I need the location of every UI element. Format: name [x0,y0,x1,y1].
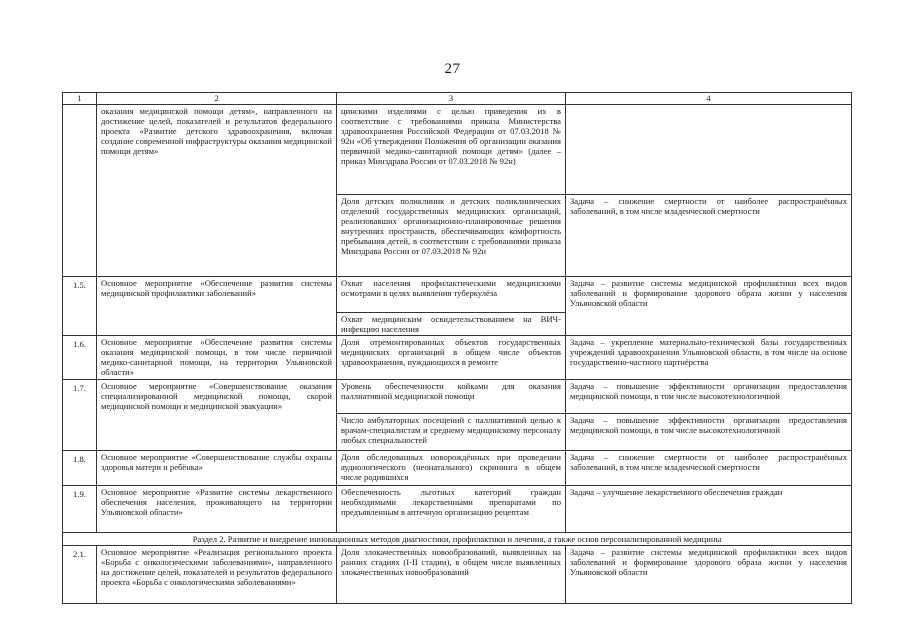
task-cell: Задача – развитие системы медицинской профилактики всех видов заболеваний и формирование здорового образа жизни у населения Ульяновской области [566,546,852,604]
indicator-cell: цинскими изделиями с целью приведения их в соответствие с требованиями приказа Министерства здравоохранения Российской Федерации от 07.03.2018 № 92н «Об утверждении Положения об организации оказания первичной медико-санитарной помощи детям» (далее – приказ Минздрава России от 07.03.2018 № 92н) [337,105,566,195]
column-header-row [63,93,852,105]
section-header-row [63,533,852,546]
table-row [63,380,852,414]
activity-cell: Основное мероприятие «Реализация регионального проекта «Борьба с онкологическими заболеваниями», направленного на достижение целей, показателей и результатов федерального проекта «Борьба с онкологическими заболеваниями» [97,546,337,604]
indicator-cell: Обеспеченность льготных категорий граждан необходимыми лекарственными препаратами по предъявленным в аптечную организацию рецептам [337,486,566,533]
table-row [63,336,852,380]
task-cell: Задача – снижение смертности от наиболее распространённых заболеваний, в том числе младенческой смертности [566,451,852,486]
row-number: 1.9. [63,486,97,533]
task-cell: Задача – повышение эффективности организации предоставления медицинской помощи, в том числе высокотехнологичной [566,414,852,451]
indicator-cell: Доля злокачественных новообразований, выявленных на ранних стадиях (I-II стадии), в общем числе выявленных злокачественных новообразований [337,546,566,604]
indicator-cell: Уровень обеспеченности койками для оказания паллиативной медицинской помощи [337,380,566,414]
task-cell: Задача – улучшение лекарственного обеспечения граждан [566,486,852,533]
indicator-cell: Охват населения профилактическими медицинскими осмотрами в целях выявления туберкулёза [337,277,566,313]
table-row [63,277,852,313]
indicator-cell: Число амбулаторных посещений с паллиативной целью к врачам-специалистам и среднему медицинскому персоналу любых специальностей [337,414,566,451]
column-header-2: 2 [97,93,337,105]
column-header-3: 3 [337,93,566,105]
task-cell: Задача – повышение эффективности организации предоставления медицинской помощи, в том числе высокотехнологичной [566,380,852,414]
column-header-1: 1 [63,93,97,105]
task-cell: Задача – снижение смертности от наиболее распространённых заболеваний, в том числе младенческой смертности [566,195,852,277]
task-cell [566,105,852,195]
activity-cell: Основное мероприятие «Совершенствование службы охраны здоровья матери и ребёнка» [97,451,337,486]
task-cell: Задача – укрепление материально-технической базы государственных учреждений здравоохранения Ульяновской области, в том числе на основе государственно-частного партнёрства [566,336,852,380]
table-row [63,486,852,533]
measures-table [62,92,852,604]
row-number: 1.6. [63,336,97,380]
table-row [63,105,852,195]
task-cell: Задача – развитие системы медицинской профилактики всех видов заболеваний и формирование здорового образа жизни у населения Ульяновской области [566,277,852,336]
indicator-cell: Доля отремонтированных объектов государственных медицинских организаций в общем числе объектов здравоохранения, нуждающихся в ремонте [337,336,566,380]
row-number: 2.1. [63,546,97,604]
activity-cell: оказания медицинской помощи детям», направленного на достижение целей, показателей и результатов федерального проекта «Развитие детского здравоохранения, включая создание современной инфраструктуры оказания медицинской помощи детям» [97,105,337,277]
indicator-cell: Доля детских поликлиник и детских поликлинических отделений государственных медицинских организаций, реализовавших организационно-планировочные решения внутренних пространств, обеспечивающих комфортность пребывания детей, в соответствии с требованиями приказа Минздрава России от 07.03.2018 № 92н [337,195,566,277]
activity-cell: Основное мероприятие «Совершенствование оказания специализированной медицинской помощи, скорой медицинской помощи и медицинской эвакуации» [97,380,337,451]
indicator-cell: Охват медицинским освидетельствованием на ВИЧ-инфекцию населения [337,313,566,336]
page-number: 27 [444,61,461,77]
table-row [63,546,852,604]
activity-cell: Основное мероприятие «Обеспечение развития системы медицинской профилактики заболеваний» [97,277,337,336]
table-row [63,451,852,486]
row-number [63,105,97,277]
column-header-4: 4 [566,93,852,105]
row-number: 1.5. [63,277,97,336]
indicator-cell: Доля обследованных новорождённых при проведении аудиологического (неонатального) скрининга в общем числе родившихся [337,451,566,486]
section-title: Раздел 2. Развитие и внедрение инновационных методов диагностики, профилактики и лечения, а также основ персонализированной медицины [63,533,852,546]
row-number: 1.8. [63,451,97,486]
activity-cell: Основное мероприятие «Обеспечение развития системы оказания медицинской помощи, в том числе первичной медико-санитарной помощи, на территории Ульяновской области» [97,336,337,380]
row-number: 1.7. [63,380,97,451]
activity-cell: Основное мероприятие «Развитие системы лекарственного обеспечения населения, проживающего на территории Ульяновской области» [97,486,337,533]
